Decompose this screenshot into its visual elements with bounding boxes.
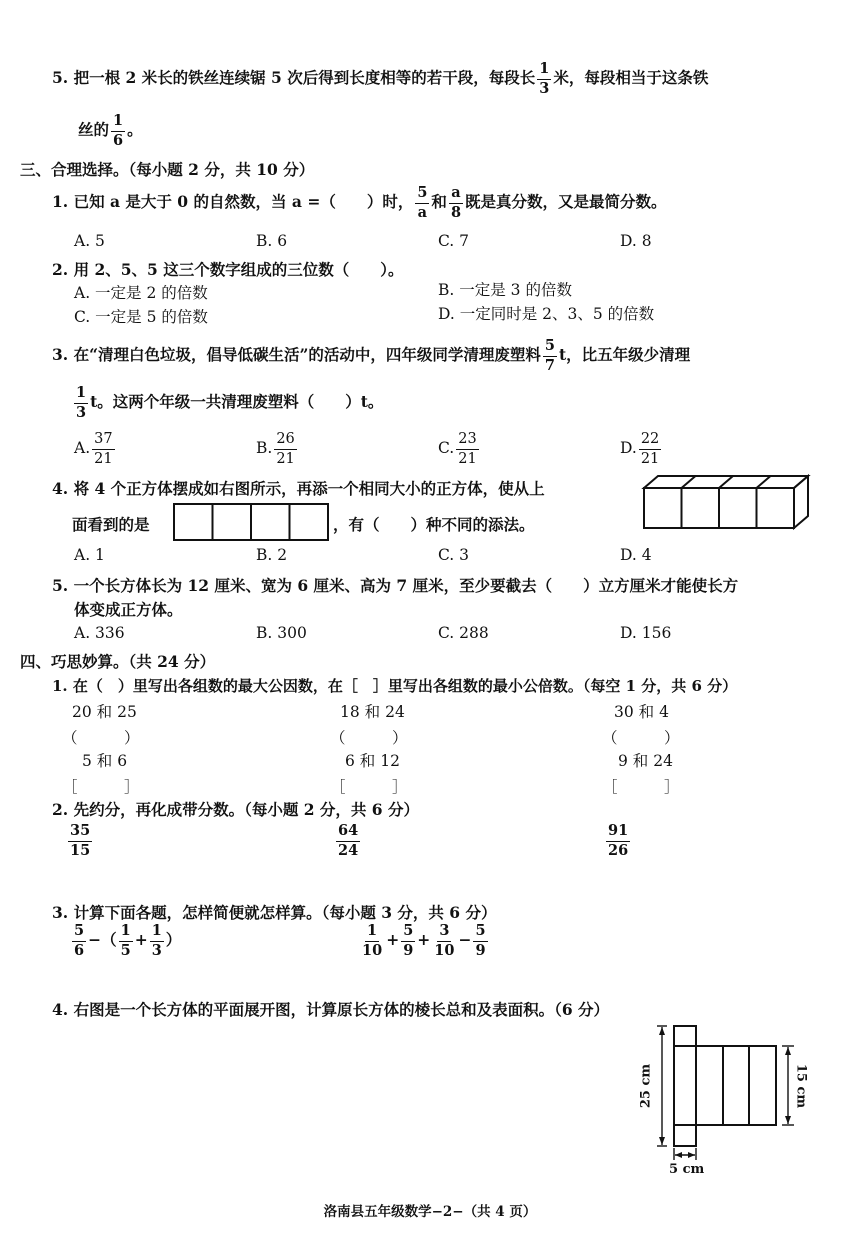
operator: ）	[165, 930, 182, 949]
numerator: a	[449, 186, 462, 204]
denominator: 26	[608, 841, 629, 859]
s2-q5-line2	[78, 114, 143, 148]
s4-q1-stem: 1. 在（ ）里写出各组数的最大公因数，在［ ］里写出各组数的最小公倍数。（每空 1 分，共 6 分）	[52, 677, 738, 695]
denominator: 3	[151, 941, 162, 959]
gcd-pair-3: 30 和 4	[614, 703, 669, 721]
gcd-blank-2[interactable]: （ ）	[330, 729, 408, 747]
operator: +	[386, 930, 400, 949]
fraction	[537, 62, 551, 96]
s2-q5-text-c: 丝的	[78, 120, 110, 139]
denominator: 24	[338, 841, 359, 859]
lcm-blank-3[interactable]: ［ ］	[602, 778, 680, 796]
s3-q4-option-d: D. 4	[620, 546, 652, 564]
page-footer: 洛南县五年级数学−2−（共 4 页）	[323, 1204, 537, 1220]
denominator: 9	[475, 941, 486, 959]
option-letter: D.	[620, 439, 637, 457]
s3-q3-option-a	[74, 432, 117, 466]
numerator: 5	[415, 186, 429, 204]
s4-q2-stem: 2. 先约分，再化成带分数。（每小题 2 分，共 6 分）	[52, 800, 419, 819]
section-3-title: 三、合理选择。（每小题 2 分，共 10 分）	[20, 160, 315, 179]
option-letter: A.	[74, 439, 91, 457]
fraction	[401, 924, 415, 958]
operator: −	[458, 930, 472, 949]
fraction	[639, 432, 661, 466]
fraction	[336, 824, 360, 858]
s3-q2-option-d: D. 一定同时是 2、3、5 的倍数	[438, 305, 655, 323]
s3-q4-option-b: B. 2	[256, 546, 288, 564]
s3-q1-option-b: B. 6	[256, 232, 288, 250]
dimension-25cm: 25 cm	[638, 1063, 654, 1109]
dimension-15cm: 15 cm	[793, 1063, 809, 1109]
s3-q1-text-a: 1. 已知 a 是大于 0 的自然数，当 a =（ ）时，	[52, 192, 414, 211]
gcd-pair-2: 18 和 24	[340, 703, 405, 721]
s3-q3-option-d	[620, 432, 663, 466]
s3-q3-option-c	[438, 432, 481, 466]
operator: +	[417, 930, 431, 949]
numerator: 64	[336, 824, 360, 842]
numerator: 1	[365, 924, 379, 942]
s3-q4-option-c: C. 3	[438, 546, 470, 564]
numerator: 1	[111, 114, 125, 132]
s4-q3-expression-1	[70, 924, 181, 958]
fraction	[68, 824, 92, 858]
denominator: 21	[94, 450, 113, 467]
fraction	[274, 432, 296, 466]
gcd-blank-3[interactable]: （ ）	[602, 729, 680, 747]
operator: −（	[88, 930, 117, 949]
denominator: 6	[74, 941, 85, 959]
numerator: 5	[401, 924, 415, 942]
denominator: 7	[544, 356, 556, 374]
fraction	[360, 924, 384, 958]
s3-q3-text-c: t。这两个年级一共清理废塑料（ ）t。	[90, 392, 384, 411]
s3-q4-option-a: A. 1	[74, 546, 105, 564]
s2-q5-line1	[52, 62, 708, 96]
option-letter: B.	[256, 439, 273, 457]
gcd-pair-1: 20 和 25	[72, 703, 137, 721]
fraction	[606, 824, 630, 858]
denominator: 10	[362, 941, 383, 959]
numerator: 1	[74, 386, 88, 404]
s3-q3-text-b: t，比五年级少清理	[559, 345, 691, 364]
numerator: 5	[473, 924, 487, 942]
s4-q4-stem: 4. 右图是一个长方体的平面展开图，计算原长方体的棱长总和及表面积。（6 分）	[52, 1000, 610, 1019]
numerator: 91	[606, 824, 630, 842]
s3-q4-line1: 4. 将 4 个正方体摆成如右图所示，再添一个相同大小的正方体，使从上	[52, 479, 545, 498]
s3-q5-option-d: D. 156	[620, 624, 672, 642]
lcm-pair-2: 6 和 12	[345, 752, 400, 770]
s3-q2-option-c: C. 一定是 5 的倍数	[74, 308, 208, 326]
numerator: 26	[274, 432, 296, 450]
s3-q5-option-a: A. 336	[74, 624, 125, 642]
s3-q1-option-a: A. 5	[74, 232, 105, 250]
s3-q1-option-d: D. 8	[620, 232, 652, 250]
s3-q5-line1: 5. 一个长方体长为 12 厘米、宽为 6 厘米、高为 7 厘米，至少要截去（ ）立方厘米才能使长方	[52, 576, 739, 595]
fraction	[432, 924, 456, 958]
denominator: 15	[70, 841, 91, 859]
numerator: 5	[72, 924, 86, 942]
s3-q3-option-b	[256, 432, 299, 466]
denominator: 6	[113, 131, 124, 149]
s4-q2-fraction-2	[334, 824, 362, 858]
fraction	[74, 386, 88, 420]
denominator: 3	[539, 79, 550, 97]
numerator: 37	[92, 432, 114, 450]
fraction	[72, 924, 86, 958]
s3-q1-text-b: 既是真分数，又是最简分数。	[465, 192, 667, 211]
denominator: 5	[120, 941, 131, 959]
dimension-5cm: 5 cm	[669, 1162, 705, 1177]
s3-q3-line2	[72, 386, 383, 420]
s3-q1-option-c: C. 7	[438, 232, 470, 250]
numerator: 5	[543, 339, 557, 357]
s3-q5-line2: 体变成正方体。	[74, 600, 183, 619]
fraction	[111, 114, 125, 148]
denominator: 10	[434, 941, 455, 959]
denominator: 21	[276, 450, 295, 467]
s3-q3-text-a: 3. 在“清理白色垃圾，倡导低碳生活”的活动中，四年级同学清理废塑料	[52, 345, 541, 364]
fraction	[415, 186, 429, 220]
s3-q4-line2b: ，有（ ）种不同的添法。	[333, 515, 535, 534]
fraction	[449, 186, 463, 220]
numerator: 3	[437, 924, 451, 942]
lcm-pair-3: 9 和 24	[618, 752, 673, 770]
s3-q3-line1	[52, 339, 690, 373]
s4-q3-stem: 3. 计算下面各题，怎样简便就怎样算。（每小题 3 分，共 6 分）	[52, 903, 497, 922]
s3-q1-text-mid: 和	[431, 192, 447, 211]
denominator: 9	[403, 941, 414, 959]
numerator: 1	[537, 62, 551, 80]
numerator: 22	[639, 432, 661, 450]
section-4-title: 四、巧思妙算。（共 24 分）	[20, 652, 216, 671]
s3-q1-stem	[52, 186, 667, 220]
s3-q4-line2a: 面看到的是	[72, 515, 150, 534]
lcm-pair-1: 5 和 6	[82, 752, 128, 770]
numerator: 1	[119, 924, 133, 942]
s3-q5-option-b: B. 300	[256, 624, 307, 642]
fraction	[119, 924, 133, 958]
s2-q5-text-b: 米，每段相当于这条铁	[553, 68, 709, 87]
s4-q3-expression-2	[358, 924, 490, 958]
s3-q2-option-b: B. 一定是 3 的倍数	[438, 281, 572, 299]
lcm-blank-2[interactable]: ［ ］	[330, 778, 408, 796]
denominator: 3	[76, 403, 87, 421]
numerator: 23	[456, 432, 478, 450]
s4-q2-fraction-3	[604, 824, 632, 858]
numerator: 1	[150, 924, 164, 942]
gcd-blank-1[interactable]: （ ）	[62, 729, 140, 747]
option-letter: C.	[438, 439, 455, 457]
fraction	[543, 339, 557, 373]
fraction	[473, 924, 487, 958]
lcm-blank-1[interactable]: ［ ］	[62, 778, 140, 796]
top-view-figure	[173, 503, 329, 541]
denominator: a	[417, 203, 428, 221]
operator: +	[134, 930, 148, 949]
fraction	[456, 432, 478, 466]
denominator: 21	[458, 450, 477, 467]
s3-q2-option-a: A. 一定是 2 的倍数	[74, 284, 208, 302]
s3-q2-stem: 2. 用 2、5、5 这三个数字组成的三位数（ ）。	[52, 260, 404, 279]
s2-q5-text-a: 5. 把一根 2 米长的铁丝连续锯 5 次后得到长度相等的若干段，每段长	[52, 68, 536, 87]
s3-q5-option-c: C. 288	[438, 624, 489, 642]
fraction	[92, 432, 114, 466]
fraction	[150, 924, 164, 958]
numerator: 35	[68, 824, 92, 842]
denominator: 21	[640, 450, 660, 467]
s2-q5-text-d: 。	[127, 120, 143, 139]
denominator: 8	[450, 203, 462, 221]
cubes-figure	[642, 474, 812, 530]
s4-q2-fraction-1	[66, 824, 94, 858]
